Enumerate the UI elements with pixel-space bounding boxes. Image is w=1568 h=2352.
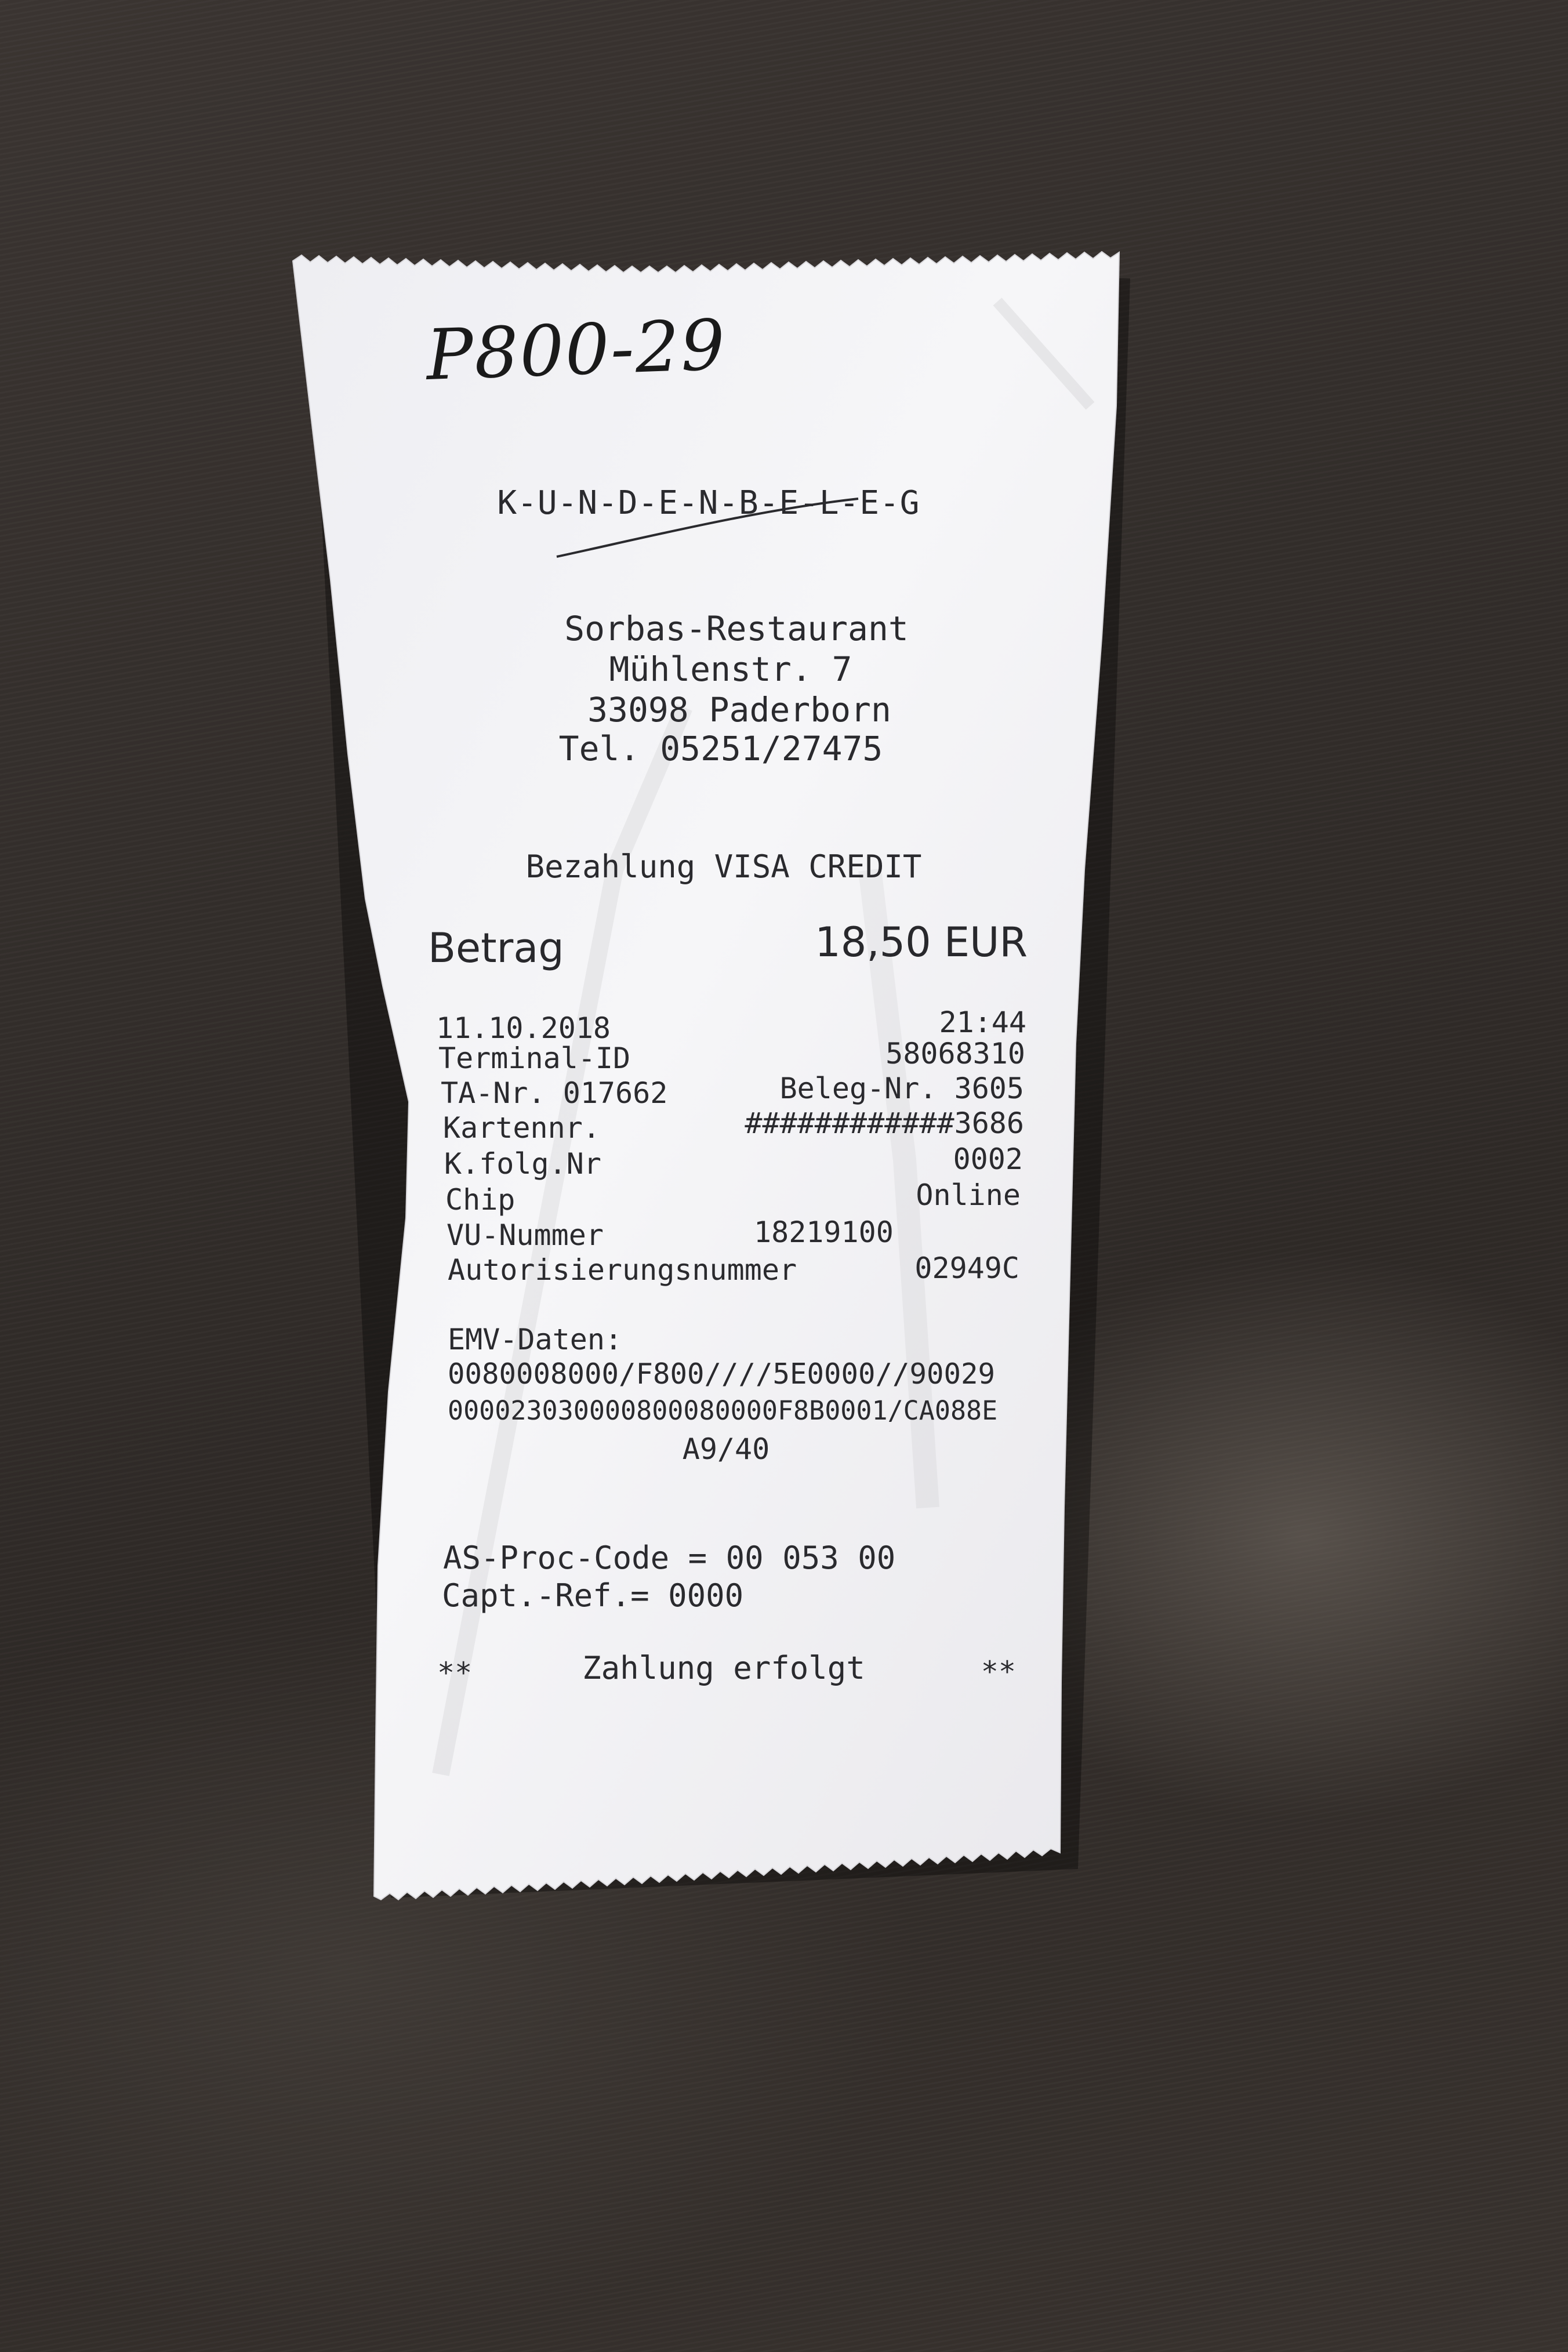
capt-ref: Capt.-Ref.= 0000 <box>442 1577 744 1614</box>
emv-label: EMV-Daten: <box>448 1323 623 1356</box>
amount-label: Betrag <box>428 924 564 972</box>
emv-line: 0080008000/F800////5E0000//90029 <box>448 1358 996 1391</box>
row-value: Online <box>916 1178 1021 1212</box>
footer-right-stars: ** <box>981 1655 1016 1689</box>
row-label: Chip <box>445 1183 516 1217</box>
emv-line: 000023030000800080000F8B0001/CA088E <box>448 1395 998 1426</box>
transaction-time: 21:44 <box>939 1006 1026 1039</box>
row-label: Terminal-ID <box>438 1041 631 1075</box>
row-label: Kartennr. <box>443 1111 600 1145</box>
receipt-header: K-U-N-D-E-N-B-E-L-E-G <box>497 484 920 522</box>
row-label: VU-Nummer <box>447 1218 604 1252</box>
emv-line: A9/40 <box>682 1432 770 1466</box>
row-label: Autorisierungsnummer <box>448 1253 797 1287</box>
merchant-name: Sorbas-Restaurant <box>564 609 909 648</box>
handwritten-note: P800-29 <box>424 305 728 396</box>
row-label: TA-Nr. 017662 <box>441 1076 668 1110</box>
row-value: 02949C <box>914 1251 1019 1285</box>
amount-value: 18,50 EUR <box>815 919 1028 966</box>
row-label: K.folg.Nr <box>444 1147 601 1181</box>
merchant-street: Mühlenstr. 7 <box>609 649 852 689</box>
row-value: Beleg-Nr. 3605 <box>779 1072 1024 1105</box>
as-proc-code: AS-Proc-Code = 00 053 00 <box>443 1540 896 1576</box>
row-value: 18219100 <box>754 1215 894 1249</box>
merchant-phone: Tel. 05251/27475 <box>558 729 883 768</box>
row-value: 58068310 <box>885 1037 1025 1070</box>
merchant-city: 33098 Paderborn <box>587 690 891 729</box>
payment-method: Bezahlung VISA CREDIT <box>525 848 922 885</box>
row-value: 0002 <box>953 1142 1023 1176</box>
transaction-date: 11.10.2018 <box>436 1011 611 1045</box>
footer-text: Zahlung erfolgt <box>582 1650 865 1686</box>
footer-left-stars: ** <box>437 1656 473 1690</box>
row-value: ############3686 <box>745 1106 1024 1140</box>
